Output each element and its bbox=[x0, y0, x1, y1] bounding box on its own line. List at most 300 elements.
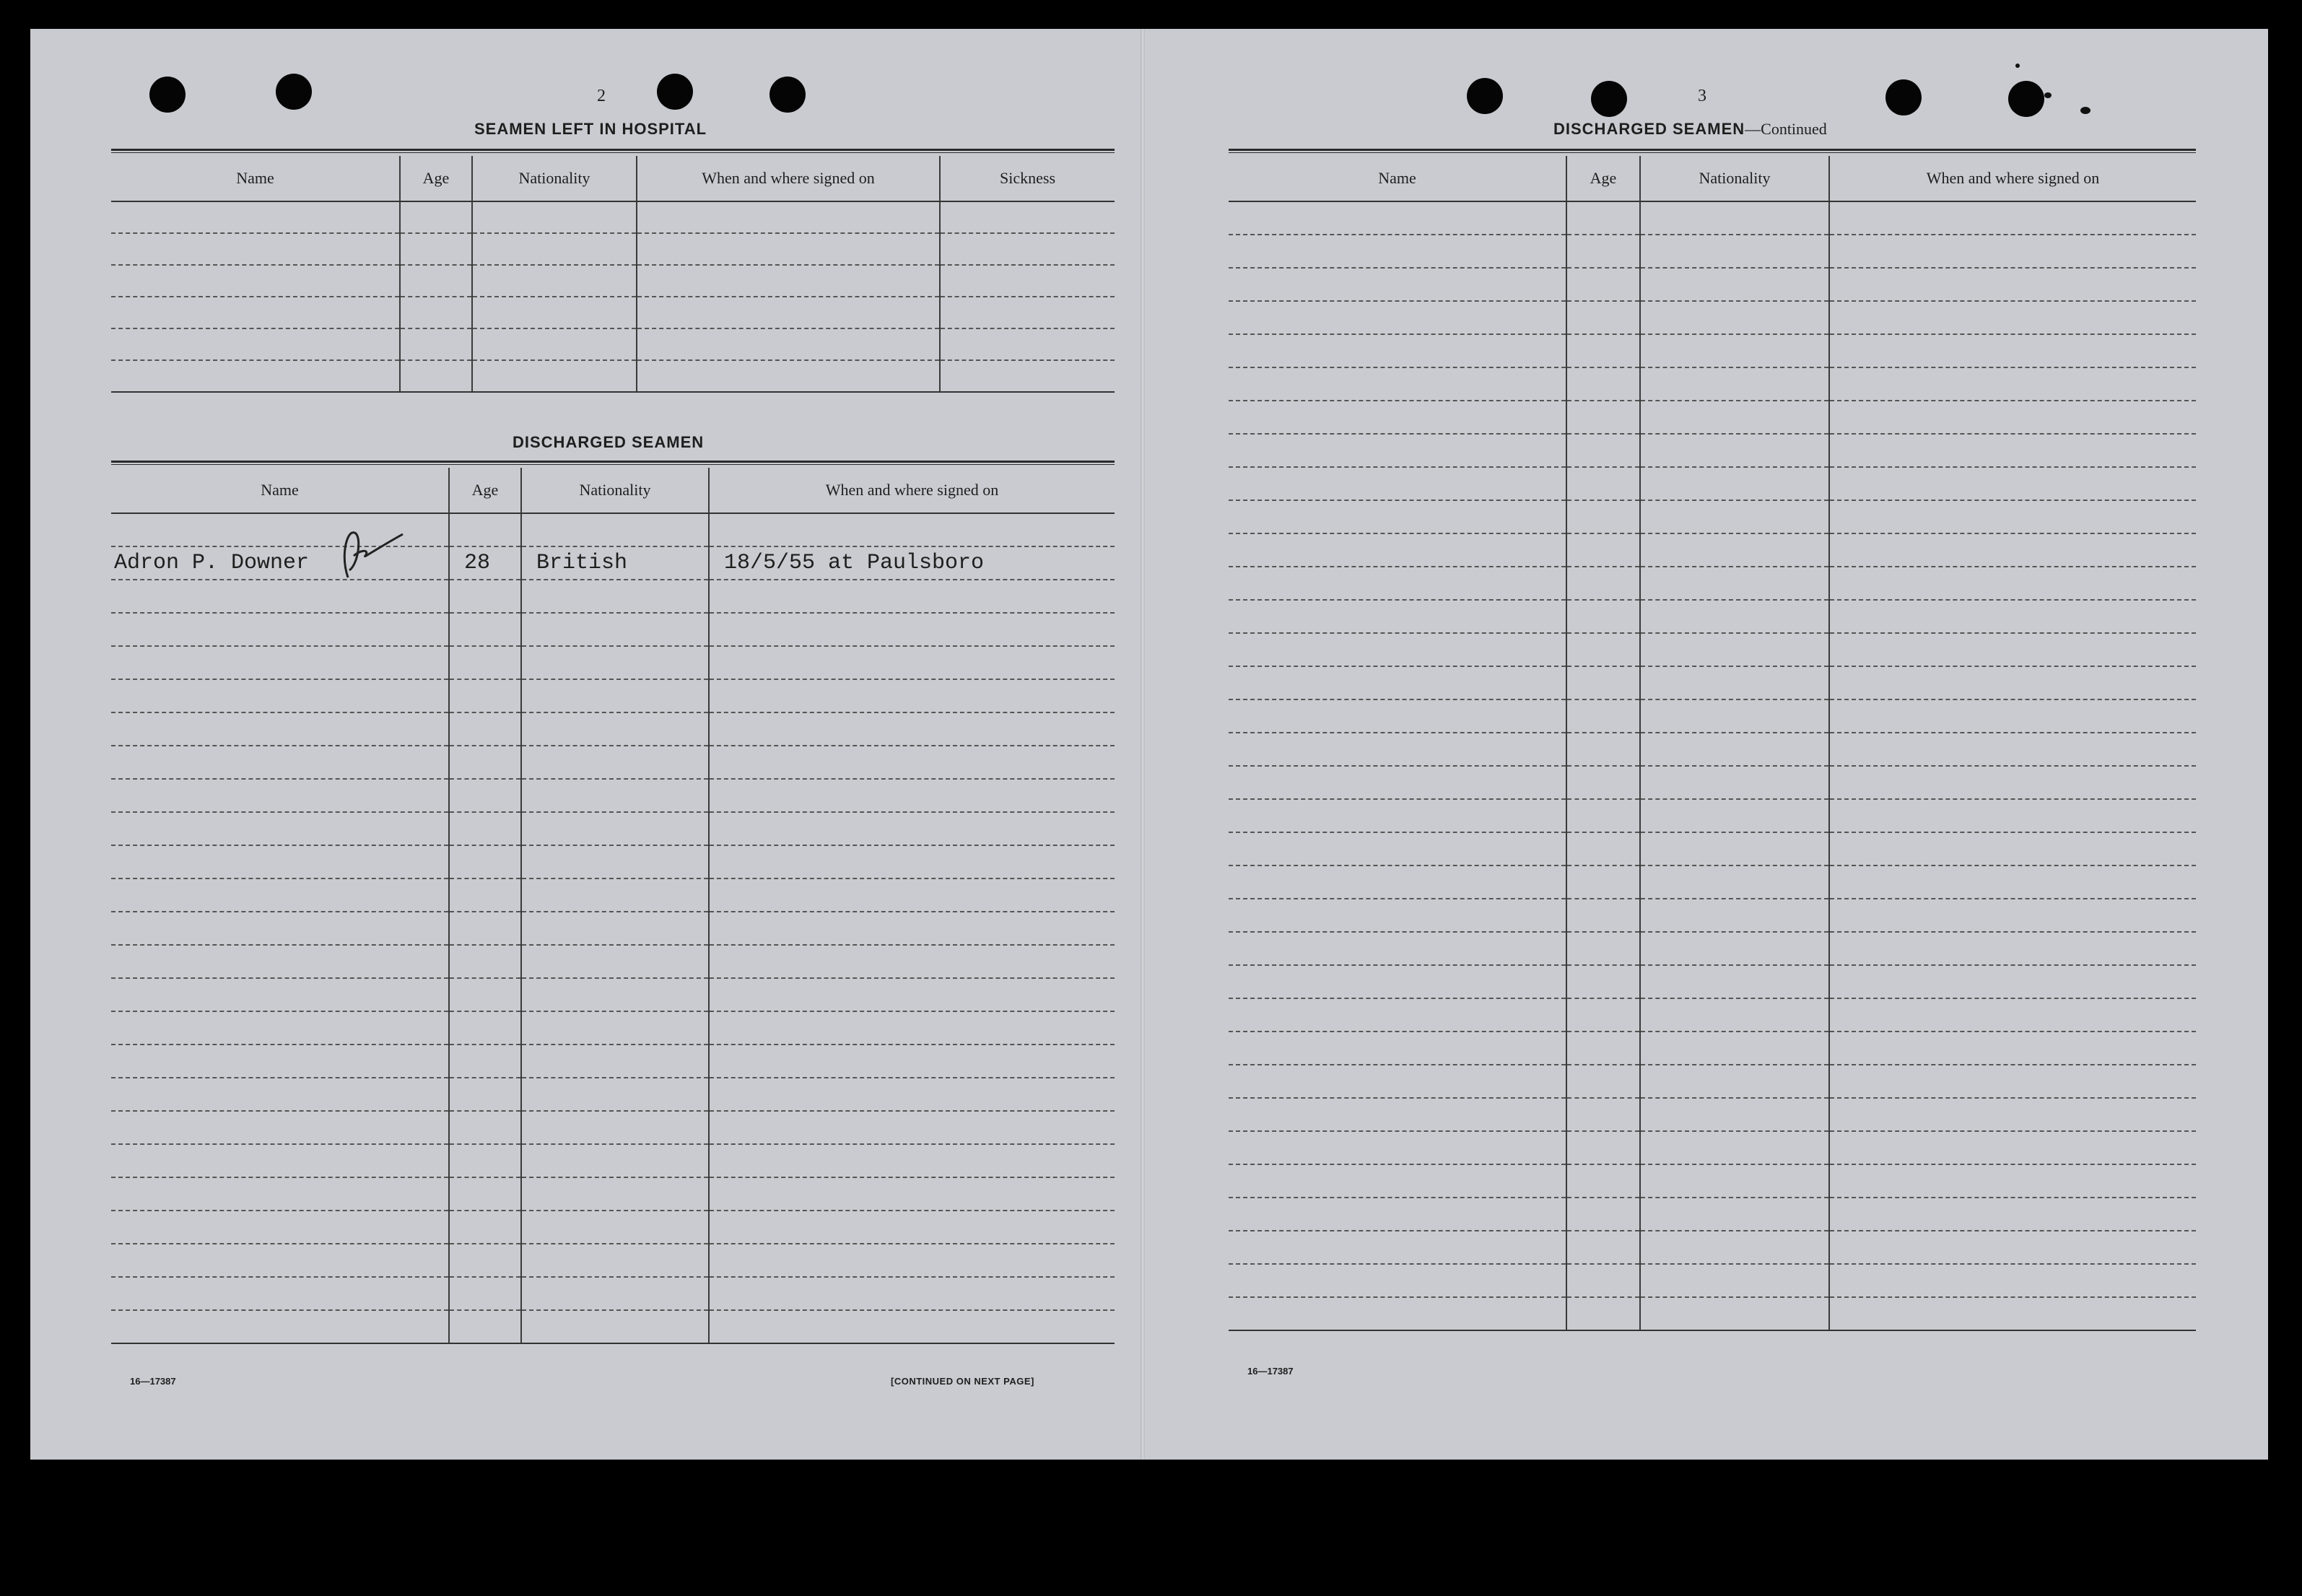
table-row bbox=[1229, 832, 2196, 865]
punch-hole bbox=[276, 74, 312, 110]
page-number: 3 bbox=[1698, 87, 1706, 105]
table-row bbox=[1229, 998, 2196, 1032]
punch-hole bbox=[149, 77, 186, 113]
table-cell bbox=[1566, 533, 1640, 567]
table-cell: Adron P. Downer bbox=[111, 546, 449, 580]
table-cell bbox=[111, 297, 400, 328]
table-cell bbox=[111, 328, 400, 360]
table-cell bbox=[1640, 633, 1829, 666]
table-cell bbox=[111, 1078, 449, 1111]
table-cell bbox=[449, 945, 521, 978]
page-fold bbox=[1141, 29, 1145, 1460]
table-cell bbox=[1829, 1198, 2196, 1231]
table-cell bbox=[1829, 235, 2196, 268]
table-cell bbox=[1566, 401, 1640, 434]
table-cell bbox=[1640, 434, 1829, 467]
table-cell bbox=[709, 513, 1115, 546]
table-cell bbox=[1566, 899, 1640, 932]
table-cell bbox=[1229, 799, 1566, 832]
table-cell bbox=[1829, 600, 2196, 633]
table-cell bbox=[1229, 401, 1566, 434]
table-cell bbox=[1640, 567, 1829, 600]
table-cell bbox=[1640, 1098, 1829, 1131]
table-cell bbox=[1229, 1164, 1566, 1198]
table-cell bbox=[1829, 467, 2196, 500]
table-row bbox=[1229, 600, 2196, 633]
table-cell bbox=[521, 845, 709, 878]
column-header-nationality: Nationality bbox=[521, 468, 709, 513]
table-cell bbox=[709, 845, 1115, 878]
column-header-when-and-where-signed-on: When and where signed on bbox=[1829, 156, 2196, 201]
table-cell bbox=[1229, 467, 1566, 500]
table-cell bbox=[1640, 301, 1829, 334]
table-cell bbox=[1566, 1297, 1640, 1330]
table-cell bbox=[709, 912, 1115, 945]
column-header-nationality: Nationality bbox=[472, 156, 637, 201]
table-cell bbox=[449, 1244, 521, 1277]
table-cell bbox=[449, 613, 521, 646]
table-cell bbox=[1566, 567, 1640, 600]
table-cell bbox=[1640, 201, 1829, 235]
table-row bbox=[1229, 666, 2196, 699]
table-cell bbox=[1229, 567, 1566, 600]
table-cell bbox=[449, 912, 521, 945]
table-cell bbox=[1566, 1131, 1640, 1164]
table-cell bbox=[521, 1211, 709, 1244]
table-cell bbox=[400, 265, 472, 297]
table-cell bbox=[1829, 301, 2196, 334]
table-cell bbox=[1640, 733, 1829, 766]
table-row bbox=[111, 1211, 1115, 1244]
table-row bbox=[111, 878, 1115, 912]
table-cell bbox=[709, 1310, 1115, 1343]
table-row bbox=[1229, 235, 2196, 268]
table-cell bbox=[1640, 401, 1829, 434]
table-cell bbox=[1829, 832, 2196, 865]
table-cell bbox=[111, 945, 449, 978]
right-page bbox=[1149, 29, 2268, 1460]
table-cell bbox=[472, 328, 637, 360]
table-cell bbox=[940, 360, 1115, 392]
table-cell bbox=[1229, 766, 1566, 799]
table-cell bbox=[1229, 367, 1566, 401]
table-cell bbox=[472, 360, 637, 392]
table-cell bbox=[1566, 832, 1640, 865]
table-cell bbox=[1229, 899, 1566, 932]
column-header-age: Age bbox=[449, 468, 521, 513]
table-cell bbox=[1229, 832, 1566, 865]
table-cell bbox=[637, 360, 940, 392]
table-cell bbox=[111, 1011, 449, 1045]
table-cell bbox=[1566, 766, 1640, 799]
table-cell bbox=[1229, 1198, 1566, 1231]
table-row bbox=[111, 1310, 1115, 1343]
table-row bbox=[1229, 533, 2196, 567]
table-row bbox=[111, 201, 1115, 233]
left-page bbox=[30, 29, 1141, 1460]
table-row bbox=[1229, 301, 2196, 334]
table-cell bbox=[1566, 467, 1640, 500]
table-cell bbox=[1640, 1231, 1829, 1264]
column-header-age: Age bbox=[400, 156, 472, 201]
table-cell bbox=[709, 1277, 1115, 1310]
table-cell bbox=[449, 1045, 521, 1078]
table-row bbox=[111, 328, 1115, 360]
table-cell bbox=[1829, 1164, 2196, 1198]
table-cell bbox=[1566, 633, 1640, 666]
table-cell bbox=[449, 1078, 521, 1111]
table-row bbox=[1229, 268, 2196, 301]
punch-hole bbox=[657, 74, 693, 110]
table-cell bbox=[1829, 1131, 2196, 1164]
table-cell bbox=[709, 746, 1115, 779]
table-cell bbox=[709, 580, 1115, 613]
table-cell bbox=[1229, 1297, 1566, 1330]
table-cell bbox=[1229, 666, 1566, 699]
punch-hole bbox=[1591, 81, 1627, 117]
continued-note: [CONTINUED ON NEXT PAGE] bbox=[891, 1376, 1034, 1387]
table-row bbox=[1229, 1198, 2196, 1231]
table-cell bbox=[637, 265, 940, 297]
table-cell bbox=[709, 1111, 1115, 1144]
table-cell bbox=[1566, 1032, 1640, 1065]
table-row bbox=[1229, 1131, 2196, 1164]
page-number: 2 bbox=[597, 87, 606, 105]
table-cell bbox=[1229, 334, 1566, 367]
table-cell bbox=[1829, 1264, 2196, 1297]
table-cell bbox=[449, 1177, 521, 1211]
table-row bbox=[1229, 1098, 2196, 1131]
table-cell: 18/5/55 at Paulsboro bbox=[709, 546, 1115, 580]
table-row bbox=[111, 1045, 1115, 1078]
table-cell bbox=[449, 513, 521, 546]
table-cell bbox=[1640, 500, 1829, 533]
table-cell bbox=[1640, 1131, 1829, 1164]
table-row bbox=[111, 1177, 1115, 1211]
table-cell bbox=[1566, 500, 1640, 533]
table-cell bbox=[111, 878, 449, 912]
table-row bbox=[111, 978, 1115, 1011]
table-row bbox=[1229, 733, 2196, 766]
table-cell bbox=[111, 812, 449, 845]
table-cell bbox=[1566, 699, 1640, 733]
table-row bbox=[1229, 799, 2196, 832]
table-cell bbox=[521, 1310, 709, 1343]
table-cell bbox=[1640, 367, 1829, 401]
table-row bbox=[111, 712, 1115, 746]
table-cell bbox=[400, 297, 472, 328]
table-cell bbox=[111, 265, 400, 297]
table-cell bbox=[709, 1045, 1115, 1078]
table-cell bbox=[449, 845, 521, 878]
table-cell bbox=[521, 613, 709, 646]
table-cell bbox=[1829, 334, 2196, 367]
table-cell bbox=[1640, 766, 1829, 799]
table-cell bbox=[1829, 766, 2196, 799]
table-row bbox=[1229, 1164, 2196, 1198]
table-row bbox=[111, 746, 1115, 779]
table-cell bbox=[1829, 965, 2196, 998]
table-cell bbox=[449, 779, 521, 812]
table-cell bbox=[111, 201, 400, 233]
hospital-section-title: SEAMEN LEFT IN HOSPITAL bbox=[474, 120, 707, 138]
column-header-nationality: Nationality bbox=[1640, 156, 1829, 201]
table-cell bbox=[521, 646, 709, 679]
table-cell bbox=[449, 978, 521, 1011]
table-cell bbox=[111, 746, 449, 779]
table-cell bbox=[1829, 1297, 2196, 1330]
table-row bbox=[1229, 1032, 2196, 1065]
table-cell bbox=[1829, 1231, 2196, 1264]
table-cell bbox=[111, 646, 449, 679]
discharged-continued-title bbox=[1553, 120, 1827, 139]
column-header-sickness: Sickness bbox=[940, 156, 1115, 201]
table-cell bbox=[1566, 434, 1640, 467]
table-cell bbox=[1229, 699, 1566, 733]
table-cell bbox=[709, 1078, 1115, 1111]
table-cell bbox=[1566, 666, 1640, 699]
table-cell bbox=[1229, 865, 1566, 899]
table-cell bbox=[1640, 600, 1829, 633]
section-rule bbox=[111, 149, 1115, 153]
table-cell bbox=[1566, 1198, 1640, 1231]
column-header-age: Age bbox=[1566, 156, 1640, 201]
punch-hole bbox=[1467, 78, 1503, 114]
table-cell bbox=[111, 712, 449, 746]
table-cell bbox=[449, 646, 521, 679]
table-cell bbox=[709, 812, 1115, 845]
table-cell bbox=[1229, 500, 1566, 533]
table-row bbox=[1229, 633, 2196, 666]
punch-hole bbox=[1885, 79, 1922, 115]
table-cell bbox=[1640, 467, 1829, 500]
table-cell bbox=[111, 1111, 449, 1144]
table-cell bbox=[521, 1111, 709, 1144]
table-cell bbox=[472, 201, 637, 233]
table-cell bbox=[1640, 334, 1829, 367]
table-row bbox=[1229, 334, 2196, 367]
table-cell bbox=[1566, 201, 1640, 235]
table-cell bbox=[521, 878, 709, 912]
table-cell bbox=[400, 360, 472, 392]
table-cell bbox=[449, 712, 521, 746]
table-row bbox=[111, 297, 1115, 328]
table-row bbox=[1229, 1297, 2196, 1330]
table-cell bbox=[1829, 533, 2196, 567]
table-cell bbox=[472, 297, 637, 328]
table-cell bbox=[111, 1045, 449, 1078]
table-cell bbox=[1229, 932, 1566, 965]
table-row bbox=[111, 1011, 1115, 1045]
table-cell bbox=[709, 878, 1115, 912]
table-cell bbox=[400, 233, 472, 265]
table-cell bbox=[1829, 401, 2196, 434]
table-row bbox=[111, 580, 1115, 613]
table-cell bbox=[1229, 998, 1566, 1032]
table-cell bbox=[709, 646, 1115, 679]
table-cell bbox=[1566, 799, 1640, 832]
table-cell bbox=[521, 746, 709, 779]
form-code: 16—17387 bbox=[1247, 1366, 1294, 1377]
table-cell bbox=[521, 779, 709, 812]
table-cell bbox=[940, 328, 1115, 360]
section-rule bbox=[1229, 149, 2196, 153]
table-cell bbox=[1829, 367, 2196, 401]
table-cell bbox=[1640, 235, 1829, 268]
ink-speck bbox=[2080, 107, 2090, 114]
table-cell bbox=[709, 613, 1115, 646]
table-cell bbox=[1566, 932, 1640, 965]
table-cell bbox=[111, 233, 400, 265]
table-cell bbox=[940, 201, 1115, 233]
table-cell bbox=[111, 1244, 449, 1277]
table-cell bbox=[1229, 1032, 1566, 1065]
table-cell bbox=[1640, 1164, 1829, 1198]
table-cell bbox=[1829, 268, 2196, 301]
table-cell bbox=[449, 878, 521, 912]
table-cell bbox=[111, 1144, 449, 1177]
table-cell bbox=[1829, 1098, 2196, 1131]
table-cell bbox=[1640, 932, 1829, 965]
table-row bbox=[111, 233, 1115, 265]
column-header-when-and-where-signed-on: When and where signed on bbox=[709, 468, 1115, 513]
table-cell bbox=[1640, 799, 1829, 832]
table-cell bbox=[1640, 1198, 1829, 1231]
table-cell bbox=[1229, 268, 1566, 301]
table-row bbox=[111, 513, 1115, 546]
column-header-name: Name bbox=[111, 156, 400, 201]
column-header-when-and-where-signed-on: When and where signed on bbox=[637, 156, 940, 201]
table-cell bbox=[1229, 1131, 1566, 1164]
table-cell bbox=[1829, 699, 2196, 733]
discharged-table bbox=[111, 468, 1115, 1344]
table-cell bbox=[1640, 965, 1829, 998]
table-cell bbox=[1566, 1264, 1640, 1297]
table-cell bbox=[521, 945, 709, 978]
table-cell bbox=[521, 912, 709, 945]
table-row bbox=[1229, 500, 2196, 533]
table-cell bbox=[709, 1144, 1115, 1177]
table-cell bbox=[1829, 633, 2196, 666]
table-cell bbox=[709, 712, 1115, 746]
table-row bbox=[111, 265, 1115, 297]
table-cell bbox=[637, 201, 940, 233]
table-cell bbox=[521, 679, 709, 712]
table-cell: British bbox=[521, 546, 709, 580]
table-cell bbox=[111, 613, 449, 646]
table-row bbox=[1229, 932, 2196, 965]
table-cell bbox=[111, 978, 449, 1011]
table-cell bbox=[521, 1244, 709, 1277]
table-cell bbox=[1829, 932, 2196, 965]
table-cell bbox=[449, 1144, 521, 1177]
table-cell bbox=[1229, 733, 1566, 766]
discharged-continued-table bbox=[1229, 156, 2196, 1331]
table-row bbox=[111, 1111, 1115, 1144]
table-cell bbox=[449, 679, 521, 712]
table-row bbox=[111, 1277, 1115, 1310]
table-cell bbox=[1566, 334, 1640, 367]
form-code: 16—17387 bbox=[130, 1376, 176, 1387]
table-row bbox=[111, 646, 1115, 679]
table-cell bbox=[521, 1277, 709, 1310]
table-row bbox=[1229, 1231, 2196, 1264]
table-cell bbox=[1566, 1065, 1640, 1098]
table-cell bbox=[1640, 1032, 1829, 1065]
table-cell bbox=[449, 1011, 521, 1045]
table-cell bbox=[1566, 600, 1640, 633]
table-cell bbox=[709, 1211, 1115, 1244]
column-header-name: Name bbox=[111, 468, 449, 513]
table-cell bbox=[111, 360, 400, 392]
discharged-section-title: DISCHARGED SEAMEN bbox=[513, 433, 705, 451]
table-cell bbox=[449, 746, 521, 779]
ink-speck bbox=[2044, 92, 2052, 98]
table-row bbox=[111, 945, 1115, 978]
table-cell bbox=[1566, 965, 1640, 998]
table-cell bbox=[709, 679, 1115, 712]
table-cell bbox=[1829, 201, 2196, 235]
table-cell bbox=[709, 1244, 1115, 1277]
table-cell bbox=[1566, 865, 1640, 899]
table-cell bbox=[1566, 235, 1640, 268]
table-row bbox=[1229, 401, 2196, 434]
table-row bbox=[1229, 1065, 2196, 1098]
table-cell bbox=[1640, 533, 1829, 567]
table-cell bbox=[1229, 434, 1566, 467]
table-row bbox=[111, 779, 1115, 812]
table-cell bbox=[1229, 1065, 1566, 1098]
table-cell bbox=[1640, 899, 1829, 932]
table-cell bbox=[940, 297, 1115, 328]
table-cell bbox=[449, 1211, 521, 1244]
table-cell bbox=[1229, 235, 1566, 268]
table-cell bbox=[1566, 1098, 1640, 1131]
table-cell bbox=[1229, 965, 1566, 998]
table-cell bbox=[111, 845, 449, 878]
title-main: DISCHARGED SEAMEN bbox=[1553, 120, 1745, 138]
hospital-table bbox=[111, 156, 1115, 393]
table-cell bbox=[709, 1177, 1115, 1211]
table-cell bbox=[1640, 998, 1829, 1032]
table-cell bbox=[111, 1211, 449, 1244]
table-row bbox=[1229, 434, 2196, 467]
handwritten-initials bbox=[333, 527, 413, 585]
table-cell bbox=[940, 233, 1115, 265]
table-cell bbox=[449, 580, 521, 613]
table-cell bbox=[1229, 600, 1566, 633]
table-cell bbox=[1640, 1065, 1829, 1098]
table-cell bbox=[449, 812, 521, 845]
table-row bbox=[111, 845, 1115, 878]
table-cell bbox=[1829, 666, 2196, 699]
table-cell bbox=[521, 712, 709, 746]
table-cell bbox=[1229, 633, 1566, 666]
table-cell bbox=[1229, 1264, 1566, 1297]
table-cell bbox=[940, 265, 1115, 297]
table-cell bbox=[111, 912, 449, 945]
table-cell bbox=[1640, 699, 1829, 733]
table-row bbox=[1229, 1264, 2196, 1297]
table-cell bbox=[449, 1310, 521, 1343]
table-cell bbox=[1640, 1297, 1829, 1330]
table-row bbox=[1229, 965, 2196, 998]
table-cell bbox=[521, 513, 709, 546]
table-cell bbox=[1829, 998, 2196, 1032]
table-cell bbox=[521, 1144, 709, 1177]
table-row bbox=[111, 812, 1115, 845]
table-cell bbox=[1229, 1098, 1566, 1131]
